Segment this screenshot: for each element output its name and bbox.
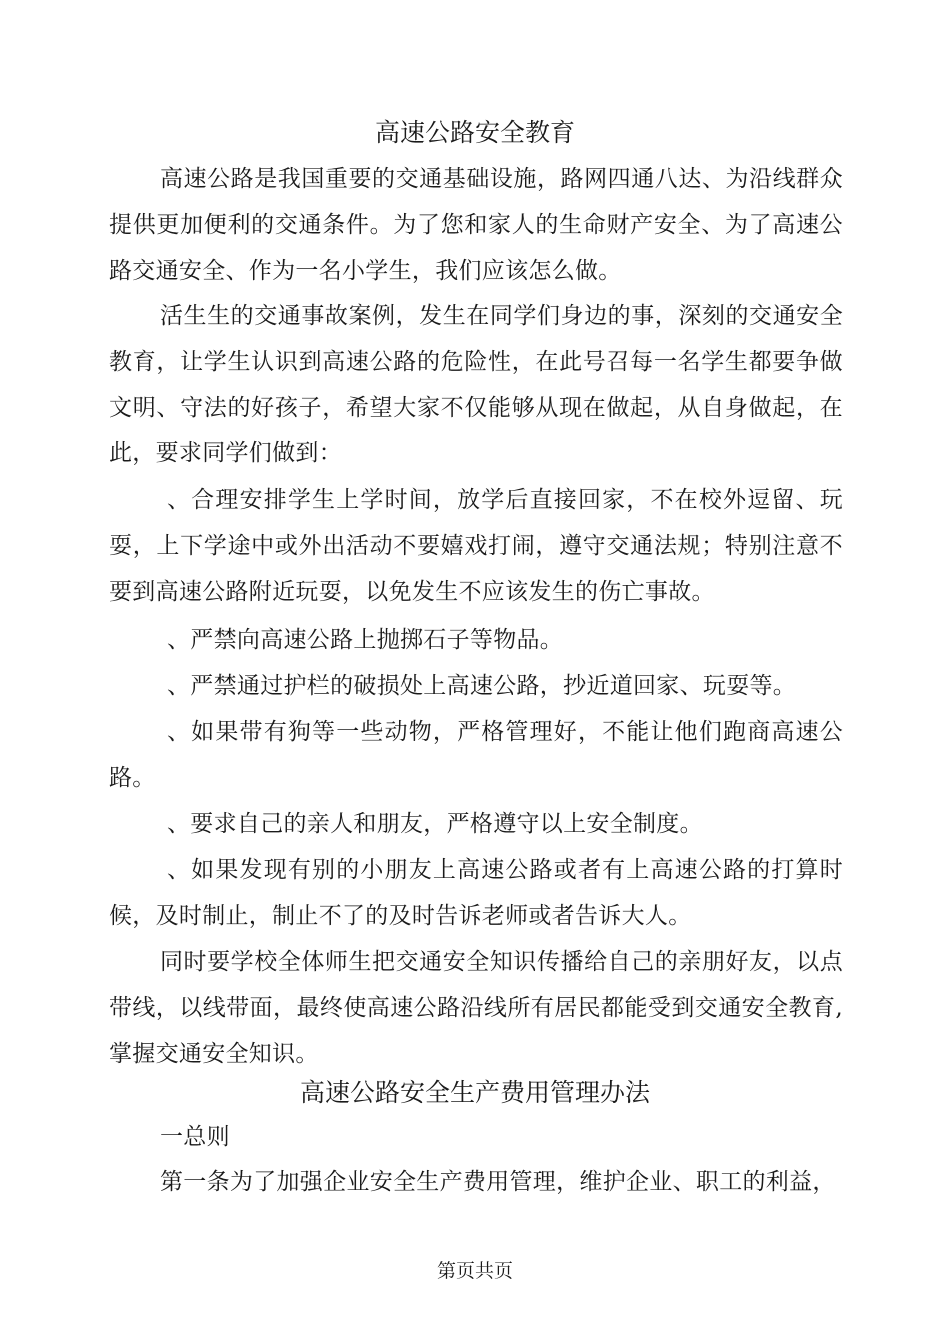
list-item-4: 、如果带有狗等一些动物，严格管理好，不能让他们跑商高速公路。	[109, 719, 843, 791]
second-title: 高速公路安全生产费用管理办法	[299, 1078, 650, 1107]
section-heading: 一总则	[160, 1124, 230, 1150]
paragraph-conclusion: 同时要学校全体师生把交通安全知识传播给自己的亲朋好友，以点带线，以线带面，最终使高速公路沿线所有居民都能受到交通安全教育,掌握交通安全知识。	[109, 949, 843, 1067]
list-item-3: 、严禁通过护栏的破损处上高速公路，抄近道回家、玩耍等。	[167, 673, 797, 699]
list-item-6: 、如果发现有别的小朋友上高速公路或者有上高速公路的打算时候，及时制止，制止不了的及时告诉老师或者告诉大人。	[109, 857, 843, 929]
paragraph-intro: 高速公路是我国重要的交通基础设施，路网四通八达、为沿线群众提供更加便利的交通条件。为了您和家人的生命财产安全、为了高速公路交通安全、作为一名小学生，我们应该怎么做。	[109, 166, 843, 284]
paragraph-case: 活生生的交通事故案例，发生在同学们身边的事，深刻的交通安全教育，让学生认识到高速公路的危险性，在此号召每一名学生都要争做文明、守法的好孩子，希望大家不仅能够从现在做起，从自身做起，在此，要求同学们做到：	[109, 303, 843, 467]
list-item-1: 、合理安排学生上学时间，放学后直接回家，不在校外逗留、玩耍，上下学途中或外出活动不要嬉戏打闹，遵守交通法规；特别注意不要到高速公路附近玩耍，以免发生不应该发生的伤亡事故。	[109, 487, 843, 605]
document-title: 高速公路安全教育	[374, 118, 575, 147]
list-item-5: 、要求自己的亲人和朋友，严格遵守以上安全制度。	[167, 811, 703, 837]
list-item-2: 、严禁向高速公路上抛掷石子等物品。	[167, 627, 564, 653]
article-1: 第一条为了加强企业安全生产费用管理，维护企业、职工的利益，	[160, 1169, 836, 1195]
page-footer: 第页共页	[436, 1260, 513, 1282]
